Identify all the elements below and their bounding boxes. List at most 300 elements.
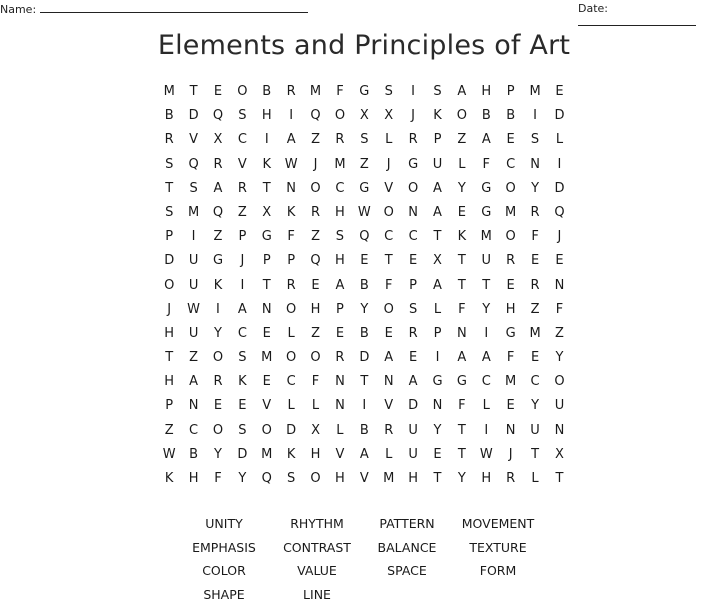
grid-letter[interactable]: N	[530, 156, 540, 172]
grid-letter[interactable]: P	[336, 301, 344, 317]
grid-letter[interactable]: I	[484, 325, 489, 341]
grid-letter[interactable]: M	[261, 446, 273, 462]
grid-letter[interactable]: W	[187, 301, 201, 317]
grid-letter[interactable]: R	[164, 132, 174, 148]
grid-letter[interactable]: A	[189, 374, 199, 390]
grid-letter[interactable]: E	[360, 253, 369, 269]
grid-letter[interactable]: U	[408, 446, 418, 462]
grid-letter[interactable]: G	[359, 180, 370, 196]
grid-letter[interactable]: E	[384, 325, 393, 341]
grid-letter[interactable]: S	[335, 229, 345, 245]
grid-letter[interactable]: Q	[212, 204, 224, 220]
grid-letter[interactable]: M	[163, 84, 175, 99]
grid-letter[interactable]: F	[482, 156, 491, 172]
grid-letter[interactable]: A	[213, 180, 223, 196]
grid-letter[interactable]: X	[213, 132, 223, 148]
grid-letter[interactable]: Y	[531, 398, 540, 414]
grid-letter[interactable]: T	[482, 277, 491, 293]
grid-letter[interactable]: L	[385, 132, 393, 148]
grid-letter[interactable]: J	[411, 108, 416, 124]
grid-letter[interactable]: Y	[238, 471, 247, 486]
grid-letter[interactable]: H	[310, 446, 321, 462]
grid-letter[interactable]: G	[212, 253, 224, 269]
grid-letter[interactable]: Y	[531, 180, 540, 196]
grid-letter[interactable]: L	[531, 471, 539, 486]
grid-letter[interactable]: G	[456, 374, 467, 390]
grid-letter[interactable]: W	[479, 446, 493, 462]
grid-letter[interactable]: H	[505, 301, 516, 317]
grid-letter[interactable]: A	[286, 132, 296, 148]
grid-letter[interactable]: T	[165, 350, 174, 366]
grid-letter[interactable]: P	[165, 229, 174, 245]
grid-letter[interactable]: X	[262, 204, 272, 220]
grid-letter[interactable]: S	[165, 156, 174, 172]
grid-letter[interactable]: Q	[188, 156, 199, 172]
grid-letter[interactable]: M	[261, 350, 273, 366]
grid-letter[interactable]: B	[359, 422, 369, 438]
grid-letter[interactable]: U	[554, 398, 565, 414]
grid-letter[interactable]: A	[433, 277, 442, 293]
grid-letter[interactable]: H	[164, 325, 175, 341]
word-bank-row	[0, 512, 728, 536]
grid-letter[interactable]: M	[529, 84, 541, 99]
grid-letter[interactable]: R	[530, 204, 540, 220]
grid-letter[interactable]: C	[189, 422, 199, 438]
grid-letter[interactable]: G	[481, 180, 492, 196]
grid-letter[interactable]: L	[482, 398, 490, 414]
grid-letter[interactable]: H	[335, 253, 345, 269]
grid-letter[interactable]: S	[384, 84, 393, 99]
grid-letter[interactable]: K	[286, 446, 296, 462]
grid-letter[interactable]: I	[362, 398, 367, 414]
grid-letter[interactable]: T	[262, 180, 271, 196]
grid-letter[interactable]: C	[335, 180, 345, 196]
grid-letter[interactable]: A	[457, 84, 467, 99]
grid-letter[interactable]: F	[458, 301, 466, 317]
grid-letter[interactable]: D	[554, 108, 565, 124]
grid-letter[interactable]: A	[237, 301, 247, 317]
grid-letter[interactable]: P	[165, 398, 174, 414]
grid-letter[interactable]: S	[287, 471, 296, 486]
grid-letter[interactable]: A	[384, 350, 394, 366]
grid-letter[interactable]: M	[187, 204, 200, 220]
grid-letter[interactable]: E	[506, 277, 515, 293]
grid-letter[interactable]: P	[433, 132, 442, 148]
grid-letter[interactable]: V	[384, 180, 394, 196]
grid-letter[interactable]: Y	[360, 301, 369, 317]
grid-letter[interactable]: O	[310, 180, 321, 196]
grid-letter[interactable]: D	[188, 108, 199, 124]
grid-letter[interactable]: H	[188, 471, 199, 486]
grid-letter[interactable]: E	[408, 253, 418, 269]
grid-letter[interactable]: N	[261, 301, 272, 317]
grid-letter[interactable]: O	[164, 277, 175, 293]
grid-letter[interactable]: E	[238, 398, 247, 414]
grid-letter[interactable]: H	[164, 374, 175, 390]
grid-letter[interactable]: Q	[212, 108, 224, 124]
grid-letter[interactable]: V	[189, 132, 199, 148]
grid-letter[interactable]: G	[261, 229, 272, 245]
grid-letter[interactable]: H	[481, 84, 492, 99]
grid-letter[interactable]: S	[165, 204, 174, 220]
grid-letter[interactable]: J	[167, 301, 172, 317]
grid-letter[interactable]: M	[383, 471, 395, 486]
grid-letter[interactable]: X	[384, 108, 394, 124]
grid-letter[interactable]: F	[336, 84, 344, 99]
name-label: Name:	[0, 3, 37, 16]
grid-letter[interactable]: Z	[457, 132, 467, 148]
grid-letter[interactable]: P	[238, 229, 247, 245]
grid-letter[interactable]: O	[310, 350, 321, 366]
grid-letter[interactable]: I	[264, 132, 269, 148]
grid-letter[interactable]: L	[433, 301, 442, 317]
grid-letter[interactable]: B	[359, 277, 369, 293]
grid-letter[interactable]: G	[505, 325, 516, 341]
grid-letter[interactable]: M	[309, 84, 322, 99]
grid-letter[interactable]: L	[311, 398, 320, 414]
grid-letter[interactable]: A	[359, 446, 369, 462]
grid-letter[interactable]: U	[188, 277, 199, 293]
grid-letter[interactable]: U	[408, 422, 418, 438]
grid-letter[interactable]: N	[408, 204, 418, 220]
grid-letter[interactable]: T	[457, 446, 466, 462]
grid-letter[interactable]: I	[191, 229, 196, 245]
grid-letter[interactable]: J	[240, 253, 245, 269]
grid-letter[interactable]: P	[262, 253, 271, 269]
grid-letter[interactable]: N	[554, 277, 565, 293]
grid-letter[interactable]: G	[481, 204, 492, 220]
grid-letter[interactable]: E	[311, 277, 320, 293]
grid-letter[interactable]: K	[457, 229, 467, 245]
grid-letter[interactable]: I	[289, 108, 294, 124]
grid-letter[interactable]: T	[189, 84, 198, 99]
grid-letter[interactable]: E	[506, 398, 515, 414]
grid-letter[interactable]: A	[335, 277, 345, 293]
grid-letter[interactable]: R	[213, 156, 223, 172]
grid-letter[interactable]: A	[408, 374, 418, 390]
grid-letter[interactable]: H	[408, 471, 418, 486]
grid-letter[interactable]: H	[481, 471, 492, 486]
date-field[interactable]	[578, 2, 728, 29]
grid-letter[interactable]: T	[457, 253, 466, 269]
grid-letter[interactable]: A	[457, 350, 467, 366]
grid-letter[interactable]: O	[383, 301, 394, 317]
grid-letter[interactable]: T	[262, 277, 271, 293]
grid-letter[interactable]: N	[554, 422, 565, 438]
grid-letter[interactable]: S	[360, 132, 369, 148]
grid-letter[interactable]: C	[237, 132, 247, 148]
grid-letter[interactable]: X	[554, 446, 564, 462]
grid-letter[interactable]: T	[457, 422, 466, 438]
grid-letter[interactable]: O	[237, 84, 248, 99]
grid-letter[interactable]: Y	[457, 471, 466, 486]
grid-letter[interactable]: P	[287, 253, 296, 269]
grid-letter[interactable]: T	[555, 471, 564, 486]
grid-letter[interactable]: O	[212, 350, 224, 366]
grid-letter[interactable]: N	[286, 180, 297, 196]
grid-letter[interactable]: U	[530, 422, 540, 438]
grid-letter[interactable]: Q	[554, 204, 565, 220]
grid-letter[interactable]: Z	[311, 132, 320, 148]
grid-letter[interactable]: N	[335, 374, 345, 390]
grid-letter[interactable]: X	[433, 253, 442, 269]
grid-letter[interactable]: D	[286, 422, 297, 438]
grid-letter[interactable]: O	[505, 229, 516, 245]
grid-letter[interactable]: B	[481, 108, 491, 124]
grid-letter[interactable]: Q	[310, 108, 321, 124]
grid-letter[interactable]: J	[386, 156, 391, 172]
grid-letter[interactable]: S	[238, 108, 247, 124]
grid-letter[interactable]: U	[481, 253, 492, 269]
grid-letter[interactable]: I	[484, 422, 489, 438]
date-line[interactable]	[578, 15, 696, 26]
grid-letter[interactable]: C	[237, 325, 247, 341]
grid-letter[interactable]: E	[262, 325, 271, 341]
grid-letter[interactable]: P	[433, 325, 442, 341]
grid-letter[interactable]: Y	[555, 350, 564, 366]
grid-letter[interactable]: P	[506, 84, 515, 99]
grid-letter[interactable]: P	[409, 277, 418, 293]
grid-letter[interactable]: K	[433, 108, 442, 124]
grid-letter[interactable]: U	[188, 325, 199, 341]
grid-letter[interactable]: H	[335, 204, 345, 220]
grid-letter[interactable]: R	[506, 253, 516, 269]
grid-letter[interactable]: T	[360, 374, 369, 390]
grid-letter[interactable]: S	[433, 84, 442, 99]
grid-letter[interactable]: O	[554, 374, 565, 390]
grid-letter[interactable]: L	[555, 132, 564, 148]
grid-letter[interactable]: Q	[261, 471, 272, 486]
grid-letter[interactable]: N	[432, 398, 443, 414]
grid-letter[interactable]: F	[458, 398, 466, 414]
grid-letter[interactable]: Z	[213, 229, 223, 245]
grid-letter[interactable]: M	[505, 204, 517, 220]
grid-letter[interactable]: O	[407, 180, 419, 196]
word-bank-item: UNITY	[205, 516, 243, 531]
word-bank-item: VALUE	[297, 563, 337, 579]
grid-letter[interactable]: A	[481, 132, 491, 148]
name-field[interactable]	[0, 2, 308, 16]
grid-letter[interactable]: N	[457, 325, 467, 341]
grid-letter[interactable]: M	[529, 325, 541, 341]
grid-letter[interactable]: R	[408, 132, 418, 148]
grid-letter[interactable]: E	[262, 374, 271, 390]
grid-letter[interactable]: V	[262, 398, 272, 414]
grid-letter[interactable]: Q	[310, 253, 321, 269]
grid-letter[interactable]: N	[505, 422, 516, 438]
grid-letter[interactable]: O	[456, 108, 467, 124]
grid-letter[interactable]: G	[432, 374, 443, 390]
grid-letter[interactable]: B	[164, 108, 174, 124]
grid-letter[interactable]: J	[313, 156, 318, 172]
grid-letter[interactable]: B	[359, 325, 369, 341]
grid-letter[interactable]: J	[557, 229, 562, 245]
grid-letter[interactable]: R	[408, 325, 418, 341]
grid-letter[interactable]: E	[457, 204, 466, 220]
grid-letter[interactable]: S	[238, 350, 247, 366]
grid-letter[interactable]: S	[408, 301, 418, 317]
grid-letter[interactable]: O	[286, 301, 297, 317]
grid-letter[interactable]: Z	[189, 350, 199, 366]
grid-row	[157, 80, 572, 104]
grid-letter[interactable]: A	[433, 204, 442, 220]
grid-letter[interactable]: O	[212, 422, 224, 438]
grid-letter[interactable]: O	[505, 180, 516, 196]
grid-letter[interactable]: W	[357, 204, 371, 220]
grid-letter[interactable]: K	[286, 204, 296, 220]
grid-letter[interactable]: V	[335, 446, 345, 462]
grid-letter[interactable]: K	[164, 471, 174, 486]
grid-letter[interactable]: G	[408, 156, 419, 172]
grid-letter[interactable]: S	[189, 180, 198, 196]
grid-letter[interactable]: E	[506, 132, 515, 148]
grid-letter[interactable]: Z	[311, 229, 320, 245]
grid-letter[interactable]: M	[505, 374, 517, 390]
grid-letter[interactable]: V	[359, 471, 369, 486]
grid-letter[interactable]: E	[555, 84, 564, 99]
grid-letter[interactable]: E	[530, 350, 540, 366]
grid-letter[interactable]: I	[216, 301, 220, 317]
grid-letter[interactable]: R	[335, 350, 345, 366]
grid-letter[interactable]: I	[533, 108, 537, 124]
grid-letter[interactable]: Z	[554, 325, 564, 341]
grid-letter[interactable]: R	[286, 84, 296, 99]
grid-letter[interactable]: T	[433, 471, 442, 486]
grid-letter[interactable]: F	[506, 350, 515, 366]
grid-letter[interactable]: T	[165, 180, 174, 196]
grid-letter[interactable]: T	[531, 446, 540, 462]
grid-letter[interactable]: I	[411, 84, 416, 99]
grid-letter[interactable]: K	[213, 277, 223, 293]
grid-letter[interactable]: J	[508, 446, 513, 462]
grid-letter[interactable]: N	[335, 398, 345, 414]
grid-letter[interactable]: L	[287, 398, 295, 414]
grid-letter[interactable]: T	[384, 253, 393, 269]
grid-letter[interactable]: U	[432, 156, 443, 172]
grid-letter[interactable]: B	[262, 84, 272, 99]
grid-letter[interactable]: Y	[457, 180, 466, 196]
grid-letter[interactable]: G	[359, 84, 370, 99]
grid-letter[interactable]: D	[359, 350, 370, 366]
grid-letter[interactable]: Y	[482, 301, 491, 317]
grid-letter[interactable]: F	[311, 374, 320, 390]
grid-letter[interactable]: W	[284, 156, 298, 172]
grid-letter[interactable]: Y	[214, 325, 222, 341]
grid-letter[interactable]: F	[214, 471, 222, 486]
grid-letter[interactable]: H	[310, 301, 321, 317]
grid-letter[interactable]: K	[238, 374, 247, 390]
grid-letter[interactable]: C	[286, 374, 296, 390]
grid-letter[interactable]: L	[385, 446, 393, 462]
grid-letter[interactable]: B	[506, 108, 516, 124]
grid-letter[interactable]: X	[311, 422, 320, 438]
grid-letter[interactable]: C	[384, 229, 394, 245]
grid-letter[interactable]: N	[383, 374, 394, 390]
word-bank-item: LINE	[303, 586, 331, 602]
grid-letter[interactable]: E	[530, 253, 540, 269]
grid-letter[interactable]: E	[213, 84, 223, 99]
grid-letter[interactable]: L	[458, 156, 466, 172]
grid-letter[interactable]: X	[359, 108, 369, 124]
grid-letter[interactable]: Y	[214, 446, 222, 462]
grid-letter[interactable]: E	[408, 350, 418, 366]
grid-letter[interactable]: O	[286, 350, 297, 366]
grid-letter[interactable]: Z	[164, 422, 174, 438]
grid-letter[interactable]: F	[384, 277, 393, 293]
grid-letter[interactable]: Y	[433, 422, 442, 438]
grid-letter[interactable]: V	[237, 156, 247, 172]
grid-letter[interactable]: C	[408, 229, 418, 245]
grid-letter[interactable]: L	[287, 325, 295, 341]
grid-letter[interactable]: O	[334, 108, 346, 124]
grid-letter[interactable]: T	[457, 277, 466, 293]
grid-letter[interactable]: V	[384, 398, 394, 414]
grid-letter[interactable]: U	[188, 253, 199, 269]
grid-letter[interactable]: R	[530, 277, 540, 293]
grid-letter[interactable]: M	[334, 156, 346, 172]
grid-letter[interactable]: F	[287, 229, 295, 245]
grid-letter[interactable]: O	[310, 471, 321, 486]
grid-letter[interactable]: S	[530, 132, 540, 148]
grid-letter[interactable]: T	[433, 229, 442, 245]
name-line[interactable]	[40, 2, 308, 13]
grid-letter[interactable]: R	[237, 180, 247, 196]
grid-letter[interactable]: F	[555, 301, 564, 317]
grid-letter[interactable]: D	[164, 253, 175, 269]
grid-letter[interactable]: D	[554, 180, 565, 196]
grid-letter[interactable]: C	[481, 374, 491, 390]
grid-letter[interactable]: R	[335, 132, 345, 148]
grid-letter[interactable]: A	[433, 180, 442, 196]
grid-letter[interactable]: E	[555, 253, 564, 269]
grid-letter[interactable]: K	[262, 156, 272, 172]
grid-letter[interactable]: Q	[359, 229, 370, 245]
grid-letter[interactable]: N	[188, 398, 199, 414]
grid-letter[interactable]: C	[530, 374, 540, 390]
grid-letter[interactable]: I	[435, 350, 440, 366]
grid-letter[interactable]: H	[335, 471, 345, 486]
grid-letter[interactable]: E	[335, 325, 345, 341]
grid-letter[interactable]: O	[383, 204, 394, 220]
grid-letter[interactable]: H	[261, 108, 272, 124]
grid-letter[interactable]: Z	[237, 204, 247, 220]
grid-letter[interactable]: O	[261, 422, 272, 438]
grid-letter[interactable]: Z	[311, 325, 320, 341]
grid-letter[interactable]: R	[506, 471, 516, 486]
grid-letter[interactable]: R	[213, 374, 223, 390]
grid-letter[interactable]: M	[480, 229, 492, 245]
grid-letter[interactable]: Z	[530, 301, 540, 317]
grid-letter[interactable]: L	[336, 422, 344, 438]
grid-letter[interactable]: D	[408, 398, 419, 414]
grid-letter[interactable]: B	[189, 446, 199, 462]
grid-letter[interactable]: S	[238, 422, 247, 438]
grid-letter[interactable]: R	[384, 422, 394, 438]
grid-letter[interactable]: R	[286, 277, 296, 293]
grid-letter[interactable]: E	[433, 446, 442, 462]
grid-letter[interactable]: A	[481, 350, 491, 366]
grid-letter[interactable]: Z	[359, 156, 369, 172]
grid-letter[interactable]: R	[311, 204, 321, 220]
grid-letter[interactable]: F	[531, 229, 539, 245]
word-bank-item: RHYTHM	[290, 516, 344, 531]
grid-letter[interactable]: E	[213, 398, 223, 414]
grid-letter[interactable]: I	[557, 156, 562, 172]
grid-letter[interactable]: C	[506, 156, 516, 172]
grid-letter[interactable]: D	[237, 446, 248, 462]
grid-letter[interactable]: I	[240, 277, 245, 293]
grid-letter[interactable]: W	[162, 446, 176, 462]
